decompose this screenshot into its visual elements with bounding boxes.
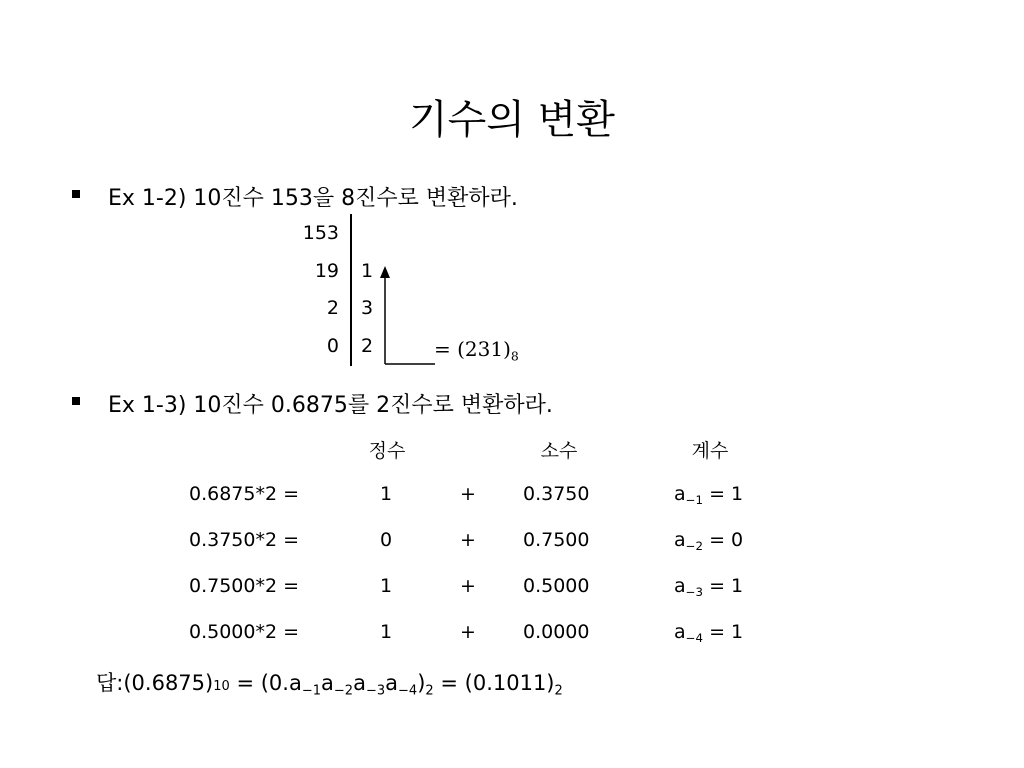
column-header-coefficient: 계수	[691, 440, 729, 462]
slide-title: 기수의 변환	[409, 97, 615, 143]
plus-sign: +	[460, 483, 476, 505]
table-row-coefficient: $a_{-4} = 1$	[674, 621, 744, 646]
remainder: 3	[361, 297, 374, 319]
table-row-integer: 1	[379, 483, 393, 505]
remainder: 1	[361, 260, 374, 282]
table-row-coefficient: $a_{-2} = 0$	[674, 529, 744, 554]
table-row-expression: 0.3750*2 =	[189, 529, 300, 551]
result-base: 8	[510, 348, 519, 364]
answer-line: 답:(0.6875)10 = $(0.a_{-1}a_{-2}a_{-3}a_{-4})_2 = (0.1011)_2$	[96, 671, 563, 699]
division-line	[350, 214, 352, 366]
table-row-expression: 0.6875*2 =	[189, 483, 300, 505]
table-row-coefficient: $a_{-1} = 1$	[674, 483, 744, 508]
table-row-integer: 1	[379, 575, 393, 597]
table-row-fraction: 0.3750	[523, 483, 590, 505]
column-header-integer: 정수	[368, 440, 406, 462]
table-row-integer: 0	[379, 529, 393, 551]
quotient: 0	[326, 335, 339, 357]
plus-sign: +	[460, 621, 476, 643]
table-row-expression: 0.5000*2 =	[189, 621, 300, 643]
bullet-icon	[72, 397, 80, 405]
plus-sign: +	[460, 575, 476, 597]
quotient: 2	[326, 297, 339, 319]
remainder: 2	[361, 335, 374, 357]
table-row-fraction: 0.5000	[523, 575, 590, 597]
plus-sign: +	[460, 529, 476, 551]
octal-result: = $(231)_8$	[434, 337, 519, 364]
table-row-fraction: 0.0000	[523, 621, 590, 643]
quotient: 19	[314, 260, 339, 282]
example-2-text: Ex 1-3) 10진수 0.6875를 2진수로 변환하라.	[108, 393, 553, 418]
table-row-coefficient: $a_{-3} = 1$	[674, 575, 744, 600]
table-row-integer: 1	[379, 621, 393, 643]
answer-base-10: 10	[213, 679, 230, 694]
table-row-expression: 0.7500*2 =	[189, 575, 300, 597]
quotient: 153	[302, 222, 339, 244]
table-row-fraction: 0.7500	[523, 529, 590, 551]
example-1-text: Ex 1-2) 10진수 153을 8진수로 변환하라.	[108, 186, 518, 211]
column-header-fraction: 소수	[540, 440, 578, 462]
bullet-icon	[72, 190, 80, 198]
